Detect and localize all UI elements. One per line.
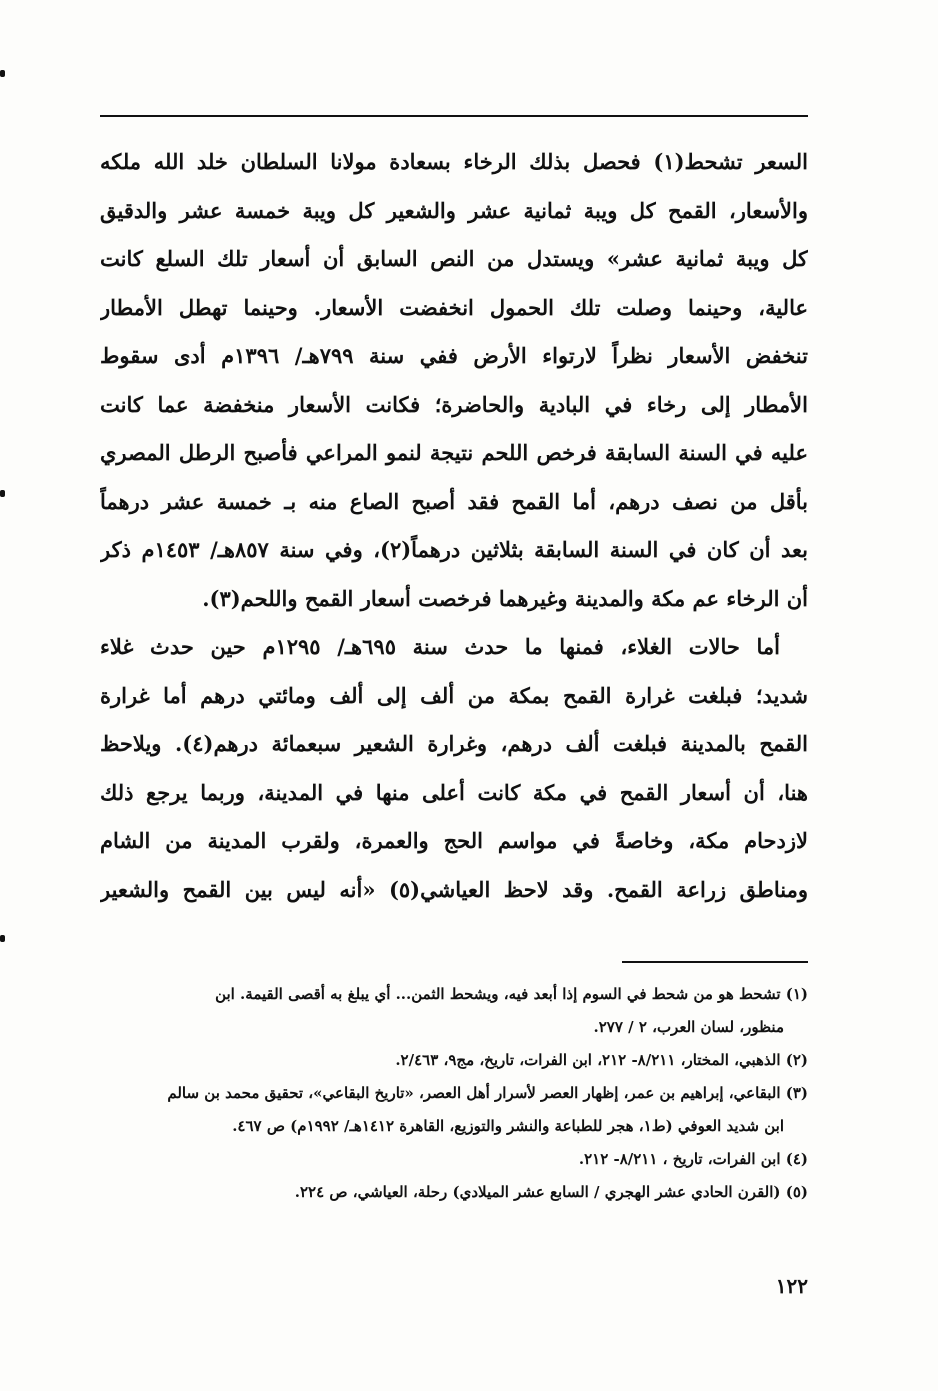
footnote-line: ابن شديد العوفي (ط١، هجر للطباعة والنشر والتوزيع، القاهرة ١٤١٢هـ/ ١٩٩٢م) ص ٤٦٧. <box>232 1117 784 1135</box>
scan-edge-mark <box>0 70 5 77</box>
footnote-line: (١) تشحط هو من شحط في السوم إذا أبعد فيه، ويشحط الثمن... أي يبلغ به أقصى القيمة. ابن <box>215 985 808 1003</box>
body-line: كل ويبة ثمانية عشر» ويستدل من النص السابق أن أسعار تلك السلع كانت <box>100 246 808 271</box>
body-line: الأمطار إلى رخاء في البادية والحاضرة؛ فكانت الأسعار منخفضة عما كانت <box>100 391 808 417</box>
scan-edge-mark <box>0 490 5 497</box>
body-line: ومناطق زراعة القمح. وقد لاحظ العياشي(٥) «أنه ليس بين القمح والشعير <box>100 876 808 902</box>
footnote-line: (٤) ابن الفرات، تاريخ ، ٨/٢١١- ٢١٢. <box>578 1150 808 1168</box>
footnote-line: (٥) (القرن الحادي عشر الهجري / السابع عشر الميلادي) رحلة، العياشي، ص ٢٢٤. <box>294 1183 808 1201</box>
body-line: عليه في السنة السابقة فرخص اللحم نتيجة لنمو المراعي فأصبح الرطل المصري <box>100 440 808 465</box>
body-line: بعد أن كان في السنة السابقة بثلاثين درهماً(٢)، وفي سنة ٨٥٧هـ/ ١٤٥٣م ذكر <box>100 537 808 562</box>
page-number: ١٢٢ <box>775 1274 808 1298</box>
footnote-separator <box>622 961 808 963</box>
footnote-line: (٢) الذهبي، المختار، ٨/٢١١- ٢١٢، ابن الفرات، تاريخ، مج٩، ٢/٤٦٣. <box>395 1051 808 1069</box>
footnote-line: منظور، لسان العرب، ٢ / ٢٧٧. <box>593 1018 784 1036</box>
body-line: القمح بالمدينة فبلغت ألف درهم، وغرارة الشعير سبعمائة درهم(٤). ويلاحظ <box>100 731 808 756</box>
body-line: السعر تشحط(١) فحصل بذلك الرخاء بسعادة مولانا السلطان خلد الله ملكه <box>100 149 808 174</box>
main-text <box>100 138 808 914</box>
body-line: لازدحام مكة، وخاصةً في مواسم الحج والعمرة، ولقرب المدينة من الشام <box>100 828 808 853</box>
header-rule <box>100 115 808 117</box>
body-line: والأسعار، القمح كل ويبة ثمانية عشر والشعير كل ويبة خمسة عشر والدقيق <box>100 197 808 223</box>
scan-edge-mark <box>0 935 5 942</box>
body-line: أن الرخاء عم مكة والمدينة وغيرهما فرخصت أسعار القمح واللحم(٣). <box>202 585 808 611</box>
body-line: عالية، وحينما وصلت تلك الحمول انخفضت الأسعار. وحينما تهطل الأمطار <box>100 294 808 320</box>
body-line: شديد؛ فبلغت غرارة القمح بمكة من ألف إلى ألف ومائتي درهم أما غرارة <box>100 682 808 708</box>
body-line: هنا، أن أسعار القمح في مكة كانت أعلى منها في المدينة، وربما يرجع ذلك <box>100 779 808 805</box>
footnotes <box>100 978 808 1209</box>
footnote-line: (٣) البقاعي، إبراهيم بن عمر، إظهار العصر لأسرار أهل العصر، «تاريخ البقاعي»، تحقيق محمد بن سالم <box>167 1084 808 1102</box>
body-line: بأقل من نصف درهم، أما القمح فقد أصبح الصاع منه بـ خمسة عشر درهماً <box>100 488 808 514</box>
body-line: تنخفض الأسعار نظراً لارتواء الأرض ففي سنة ٧٩٩هـ/ ١٣٩٦م أدى سقوط <box>100 343 808 368</box>
body-line: أما حالات الغلاء، فمنها ما حدث سنة ٦٩٥هـ/ ١٢٩٥م حين حدث غلاء <box>100 634 780 659</box>
